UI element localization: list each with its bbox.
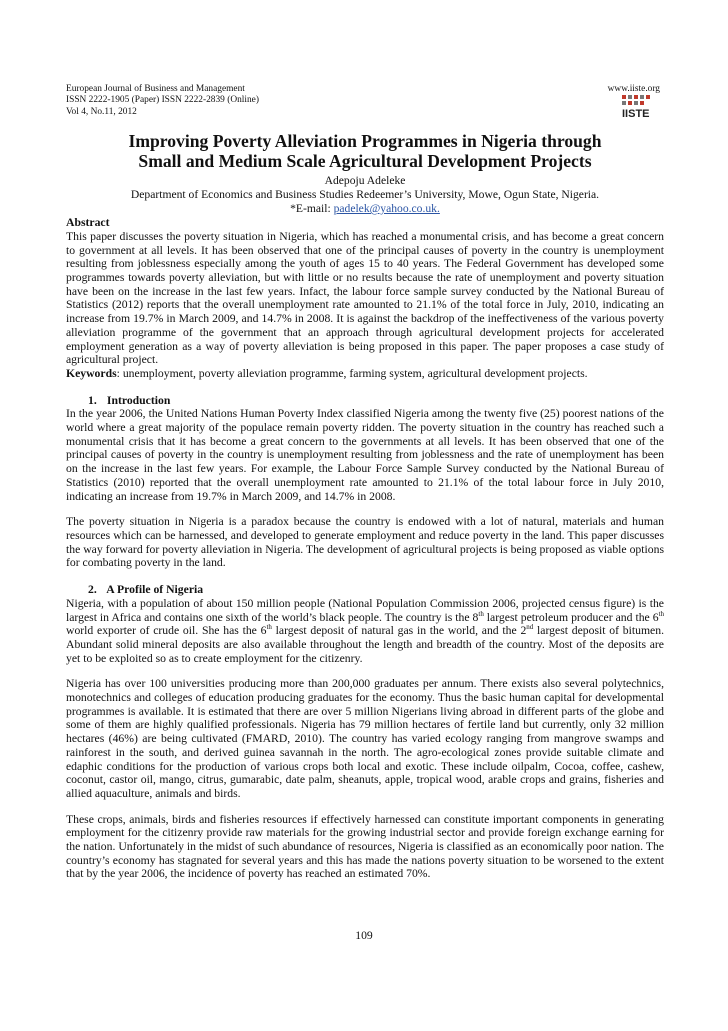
author-name: Adepoju Adeleke xyxy=(324,174,406,188)
author-email-line xyxy=(66,202,664,216)
page xyxy=(66,84,664,881)
section-1-number: 1. xyxy=(88,393,97,407)
section-2-heading xyxy=(66,583,664,597)
title-line-2: Small and Medium Scale Agricultural Development Projects xyxy=(138,151,592,172)
iiste-logo xyxy=(620,94,660,120)
author-affiliation: Department of Economics and Business Studies Redeemer’s University, Mowe, Ogun State, Nigeria. xyxy=(130,188,600,202)
keywords-line xyxy=(66,367,664,381)
section-2-para-2: Nigeria has over 100 universities producing more than 200,000 graduates per annum. There exists also several polytechnics, monotechnics and colleges of education producing graduates for the economy. Thus the basic human capital for developmental programmes is available. It is estimated that there are over 5 million Nigerians living abroad in different parts of the globe and some of them are highly qualified professionals. Nigeria has 79 million hectares of fertile land but currently, only 32 million hectares (46%) are being cultivated (FMARD, 2010). The country has varied ecology ranging from mangrove swamps and rainforest in the south, and derived guinea savannah in the north. The agro-ecological zones provide suitable climate and edaphic conditions for the production of various crops both local and exotic. These include oilpalm, Cocoa, coffee, cashew, coconut, castor oil, mango, citrus, gumarabic, date palm, sheanuts, apple, tropical wood, arable crops and grains, fisheries and allied aquaculture, animals and birds. xyxy=(66,677,664,800)
email-label: *E-mail: xyxy=(290,202,334,216)
abstract-heading: Abstract xyxy=(66,216,110,230)
svg-text:IISTE: IISTE xyxy=(622,108,650,120)
running-header xyxy=(66,84,664,118)
journal-website[interactable]: www.iiste.org xyxy=(607,84,660,94)
keywords-label: Keywords xyxy=(66,366,117,380)
section-1-heading xyxy=(66,394,664,408)
issn-line: ISSN 2222-1905 (Paper) ISSN 2222-2839 (Online) xyxy=(66,95,259,106)
section-1-title: Introduction xyxy=(106,393,171,407)
volume-line: Vol 4, No.11, 2012 xyxy=(66,106,137,117)
keywords-text: : unemployment, poverty alleviation programme, farming system, agricultural development projects. xyxy=(116,366,588,380)
section-2-title: A Profile of Nigeria xyxy=(106,583,204,597)
section-1-para-1: In the year 2006, the United Nations Human Poverty Index classified Nigeria among the twenty five (25) poorest nations of the world where a great majority of the populace remain poverty ridden. The poverty situation in the country has reached such a monumental crisis that it has become a great concern to the governments at all levels. It has been observed that one of the principal causes of poverty in the country is unemployment resulting from joblessness and the rate of unemployment has been on the increase in the last few years. For example, the Labour Force Sample Survey conducted by the National Bureau of Statistics (2010) reported that the overall unemployment rate amounted to 21.1% of the total labour force in July 2010, indicating an increase from 19.7% in March 2009, and 14.7% in 2008. xyxy=(66,407,664,503)
author-block xyxy=(66,174,664,216)
journal-name: European Journal of Business and Management xyxy=(66,84,245,94)
title-line-1: Improving Poverty Alleviation Programmes in Nigeria through xyxy=(128,131,602,152)
section-2-para-3: These crops, animals, birds and fisheries resources if effectively harnessed can constitute important components in generating employment for the citizenry provide raw materials for the growing industrial sector and provide foreign exchange earning for the nation. Unfortunately in the midst of such abundance of resources, Nigeria is classified as an economically poor nation. The country’s economy has stagnated for several years and this has made the nations poverty situation to be worsened to the extent that by the year 2006, the incidence of poverty has reached an estimated 70%. xyxy=(66,812,664,881)
section-2-para-1: Nigeria, with a population of about 150 million people (National Population Commission 2006, projected census figure) is the largest in Africa and contains one sixth of the world’s black people. The country is the 8th largest petroleum producer and the 6th world exporter of crude oil. She has the 6th largest deposit of natural gas in the world, and the 2nd largest deposit of bitumen. Abundant solid mineral deposits are also available throughout the length and breadth of the country. Most of the deposits are yet to be exploited so as to create employment for the citizenry. xyxy=(66,596,665,665)
email-link[interactable]: padelek@yahoo.co.uk. xyxy=(333,202,440,216)
paper-title xyxy=(66,131,664,171)
page-number: 109 xyxy=(355,929,373,942)
section-1-para-2: The poverty situation in Nigeria is a paradox because the country is endowed with a lot of natural, materials and human resources which can be harnessed, and developed to generate employment and reduce poverty in the land. This paper discusses the way forward for poverty alleviation in Nigeria. The development of agricultural projects is being proposed as viable options for combating poverty in the land. xyxy=(66,515,664,570)
section-2-number: 2. xyxy=(88,583,97,597)
abstract-text: This paper discusses the poverty situation in Nigeria, which has reached a monumental crisis, and has become a great concern to government at all levels. It has been observed that one of the principal causes of poverty in the country is unemployment resulting from joblessness especially among the youth of ages 15 to 40 years. The Federal Government has developed some programmes towards poverty alleviation, but with little or no results because the rate of unemployment and poverty situation have been on the increase in the last few years. Infact, the labour force sample survey conducted by the National Bureau of Statistics (2012) reports that the overall unemployment rate amounted to 21.1% of the total force in July, 2010, indicating an increase from 19.7% in March 2009, and 14.7% in 2008. It is against the backdrop of the ineffectiveness of the various poverty alleviation programme of the government that an approach through agricultural development projects for accelerated employment generation as a way of poverty alleviation is being proposed in this paper. The paper proposes a case study of agricultural project. xyxy=(66,229,664,367)
